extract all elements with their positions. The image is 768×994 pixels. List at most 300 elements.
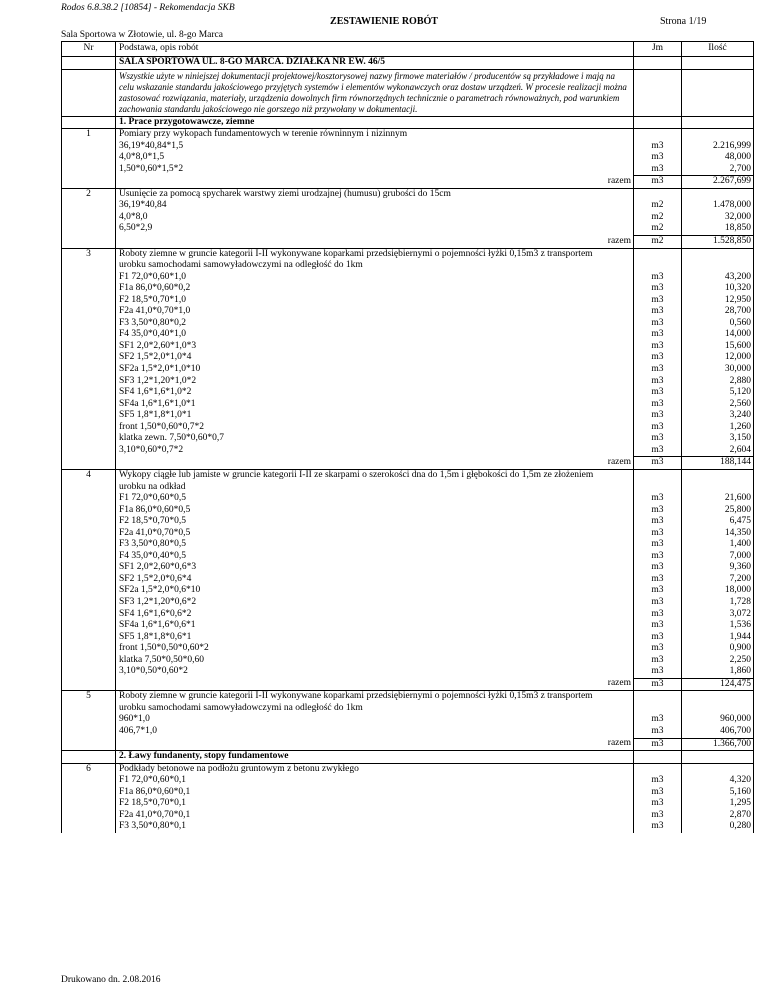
empty-cell <box>682 129 754 141</box>
empty-cell <box>62 810 116 822</box>
item-total-row <box>62 457 754 470</box>
measurement-quantity: 43,200 <box>682 272 754 284</box>
page-number: Strona 1/19 <box>660 16 707 27</box>
empty-cell <box>682 691 754 703</box>
empty-cell <box>62 620 116 632</box>
measurement-unit: m3 <box>634 539 682 551</box>
measurement-formula: SF4a 1,6*1,6*0,6*1 <box>116 620 634 632</box>
measurement-formula: SF3 1,2*1,20*1,0*2 <box>116 376 634 388</box>
measurement-unit: m3 <box>634 597 682 609</box>
measurement-quantity: 12,950 <box>682 295 754 307</box>
measurement-formula: klatka zewn. 7,50*0,60*0,7 <box>116 433 634 445</box>
app-title: Rodos 6.8.38.2 [10854] - Rekomendacja SKB <box>61 3 235 13</box>
section-title-row <box>62 116 754 129</box>
empty-cell <box>62 798 116 810</box>
measurement-formula: front 1,50*0,50*0,60*2 <box>116 643 634 655</box>
measurement-row <box>62 387 754 399</box>
empty-cell <box>634 260 682 272</box>
measurement-formula: SF2 1,5*2,0*1,0*4 <box>116 352 634 364</box>
measurement-row <box>62 295 754 307</box>
measurement-formula: F3 3,50*0,80*0,5 <box>116 539 634 551</box>
measurement-quantity: 15,600 <box>682 341 754 353</box>
measurement-quantity: 0,280 <box>682 821 754 833</box>
measurement-quantity: 14,000 <box>682 329 754 341</box>
measurement-row <box>62 364 754 376</box>
measurement-quantity: 0,560 <box>682 318 754 330</box>
measurement-row <box>62 141 754 153</box>
measurement-unit: m3 <box>634 295 682 307</box>
measurement-quantity: 406,700 <box>682 726 754 738</box>
item-description: urobku samochodami samowyładowczymi na odległość do 1km <box>116 703 634 715</box>
empty-cell <box>62 341 116 353</box>
empty-cell <box>62 821 116 833</box>
measurement-row <box>62 775 754 787</box>
measurement-unit: m3 <box>634 528 682 540</box>
empty-cell <box>634 469 682 481</box>
measurement-quantity: 14,350 <box>682 528 754 540</box>
measurement-row <box>62 493 754 505</box>
total-quantity: 1.366,700 <box>682 738 754 751</box>
measurement-quantity: 3,150 <box>682 433 754 445</box>
measurement-quantity: 25,800 <box>682 505 754 517</box>
measurement-quantity: 2,560 <box>682 399 754 411</box>
measurement-unit: m3 <box>634 726 682 738</box>
item-description: Roboty ziemne w gruncie kategorii I-II wykonywane koparkami przedsiębiernymi o pojemności łyżki 0,15m3 z transportem <box>116 248 634 260</box>
empty-cell <box>62 410 116 422</box>
measurement-unit: m3 <box>634 516 682 528</box>
measurement-row <box>62 200 754 212</box>
measurement-row <box>62 399 754 411</box>
measurement-row <box>62 152 754 164</box>
total-quantity: 1.528,850 <box>682 236 754 249</box>
measurement-unit: m3 <box>634 609 682 621</box>
item-description: Wykopy ciągłe lub jamiste w gruncie kategorii I-II ze skarpami o szerokości dna do 1,5m i głębokości do 1,5m ze złożeniem <box>116 469 634 481</box>
measurement-unit: m3 <box>634 433 682 445</box>
measurement-unit: m3 <box>634 655 682 667</box>
measurement-quantity: 2,880 <box>682 376 754 388</box>
empty-cell <box>62 141 116 153</box>
empty-cell <box>62 283 116 295</box>
total-label: razem <box>116 457 634 470</box>
measurement-row <box>62 283 754 295</box>
column-header-quantity: Ilość <box>682 42 754 57</box>
measurement-row <box>62 433 754 445</box>
empty-cell <box>634 248 682 260</box>
empty-cell <box>62 666 116 678</box>
total-unit: m3 <box>634 738 682 751</box>
measurement-unit: m3 <box>634 410 682 422</box>
measurement-unit: m2 <box>634 200 682 212</box>
measurement-unit: m3 <box>634 272 682 284</box>
measurement-row <box>62 655 754 667</box>
measurement-unit: m3 <box>634 821 682 833</box>
measurement-formula: F2a 41,0*0,70*0,5 <box>116 528 634 540</box>
measurement-unit: m3 <box>634 562 682 574</box>
measurement-quantity: 18,000 <box>682 585 754 597</box>
empty-cell <box>62 457 116 470</box>
empty-cell <box>62 212 116 224</box>
empty-cell <box>62 260 116 272</box>
total-label: razem <box>116 236 634 249</box>
measurement-row <box>62 376 754 388</box>
measurement-quantity: 30,000 <box>682 364 754 376</box>
empty-cell <box>62 272 116 284</box>
empty-cell <box>634 188 682 200</box>
measurement-unit: m3 <box>634 574 682 586</box>
note-text: Wszystkie użyte w niniejszej dokumentacji projektowej/kosztorysowej nazwy firmowe materiałów / producentów są przykładowe i mają na celu wskazanie standardu jakościowego przyjętych systemów i elementów wykonawczych oraz dostaw urządzeń. W procesie realizacji można zastosować rozwiązania, materiały, urządzenia dowolnych firm równorzędnych technicznie o parametrach równoważnych, pod warunkiem zachowania standardu jakościowego nie gorszego niż przywołany w dokumentacji. <box>116 69 634 116</box>
empty-cell <box>634 116 682 129</box>
measurement-unit: m3 <box>634 810 682 822</box>
measurement-row <box>62 352 754 364</box>
measurement-row <box>62 787 754 799</box>
measurement-unit: m3 <box>634 306 682 318</box>
empty-cell <box>62 787 116 799</box>
measurement-unit: m3 <box>634 341 682 353</box>
measurement-quantity: 1,728 <box>682 597 754 609</box>
measurement-formula: SF2a 1,5*2,0*0,6*10 <box>116 585 634 597</box>
measurement-formula: SF1 2,0*2,60*1,0*3 <box>116 341 634 353</box>
empty-cell <box>62 445 116 457</box>
measurement-quantity: 21,600 <box>682 493 754 505</box>
measurement-formula: 3,10*0,60*0,7*2 <box>116 445 634 457</box>
measurement-unit: m3 <box>634 775 682 787</box>
measurement-row <box>62 551 754 563</box>
measurement-formula: F1a 86,0*0,60*0,5 <box>116 505 634 517</box>
empty-cell <box>62 678 116 691</box>
measurement-quantity: 2.216,999 <box>682 141 754 153</box>
item-description-row <box>62 188 754 200</box>
works-table <box>61 41 754 833</box>
measurement-formula: 4,0*8,0*1,5 <box>116 152 634 164</box>
empty-cell <box>62 643 116 655</box>
empty-cell <box>62 352 116 364</box>
measurement-unit: m3 <box>634 643 682 655</box>
empty-cell <box>682 469 754 481</box>
item-description: Pomiary przy wykopach fundamentowych w terenie równinnym i nizinnym <box>116 129 634 141</box>
measurement-unit: m3 <box>634 152 682 164</box>
measurement-unit: m3 <box>634 352 682 364</box>
measurement-formula: F3 3,50*0,80*0,2 <box>116 318 634 330</box>
measurement-row <box>62 714 754 726</box>
measurement-unit: m3 <box>634 787 682 799</box>
measurement-row <box>62 212 754 224</box>
measurement-formula: F2a 41,0*0,70*0,1 <box>116 810 634 822</box>
measurement-unit: m3 <box>634 387 682 399</box>
measurement-unit: m3 <box>634 399 682 411</box>
section-title: 2. Ławy fundanenty, stopy fundamentowe <box>116 751 634 764</box>
measurement-quantity: 0,900 <box>682 643 754 655</box>
measurement-formula: SF5 1,8*1,8*1,0*1 <box>116 410 634 422</box>
item-description: Usunięcie za pomocą spycharek warstwy ziemi urodzajnej (humusu) grubości do 15cm <box>116 188 634 200</box>
section-title-row <box>62 751 754 764</box>
measurement-formula: 4,0*8,0 <box>116 212 634 224</box>
table-header <box>62 42 754 57</box>
measurement-row <box>62 318 754 330</box>
measurement-quantity: 1,260 <box>682 422 754 434</box>
empty-cell <box>634 763 682 775</box>
measurement-row <box>62 574 754 586</box>
measurement-quantity: 7,200 <box>682 574 754 586</box>
empty-cell <box>682 260 754 272</box>
measurement-formula: 406,7*1,0 <box>116 726 634 738</box>
measurement-row <box>62 164 754 176</box>
measurement-formula: SF3 1,2*1,20*0,6*2 <box>116 597 634 609</box>
measurement-row <box>62 539 754 551</box>
measurement-formula: klatka 7,50*0,50*0,60 <box>116 655 634 667</box>
measurement-unit: m3 <box>634 551 682 563</box>
measurement-row <box>62 422 754 434</box>
measurement-row <box>62 410 754 422</box>
total-label: razem <box>116 678 634 691</box>
measurement-quantity: 2,604 <box>682 445 754 457</box>
measurement-row <box>62 223 754 235</box>
measurement-formula: front 1,50*0,60*0,7*2 <box>116 422 634 434</box>
measurement-quantity: 12,000 <box>682 352 754 364</box>
item-number: 1 <box>62 129 116 141</box>
measurement-row <box>62 643 754 655</box>
empty-cell <box>62 387 116 399</box>
measurement-unit: m2 <box>634 223 682 235</box>
item-number: 3 <box>62 248 116 260</box>
measurement-formula: 36,19*40,84 <box>116 200 634 212</box>
empty-cell <box>62 539 116 551</box>
item-description: urobku samochodami samowyładowczymi na odległość do 1km <box>116 260 634 272</box>
measurement-quantity: 18,850 <box>682 223 754 235</box>
item-total-row <box>62 738 754 751</box>
empty-cell <box>62 376 116 388</box>
measurement-row <box>62 505 754 517</box>
document-title: ZESTAWIENIE ROBÓT <box>330 16 438 27</box>
empty-cell <box>62 516 116 528</box>
empty-cell <box>62 295 116 307</box>
measurement-row <box>62 798 754 810</box>
section-main-title-row <box>62 57 754 70</box>
empty-cell <box>62 751 116 764</box>
measurement-unit: m3 <box>634 714 682 726</box>
measurement-unit: m3 <box>634 283 682 295</box>
column-header-nr: Nr <box>62 42 116 57</box>
total-quantity: 188,144 <box>682 457 754 470</box>
measurement-formula: F2 18,5*0,70*1,0 <box>116 295 634 307</box>
total-quantity: 124,475 <box>682 678 754 691</box>
total-unit: m3 <box>634 457 682 470</box>
note-row <box>62 69 754 116</box>
measurement-formula: F4 35,0*0,40*0,5 <box>116 551 634 563</box>
measurement-row <box>62 306 754 318</box>
total-unit: m3 <box>634 176 682 189</box>
measurement-row <box>62 726 754 738</box>
item-total-row <box>62 678 754 691</box>
measurement-quantity: 1,944 <box>682 632 754 644</box>
measurement-unit: m3 <box>634 493 682 505</box>
measurement-quantity: 2,700 <box>682 164 754 176</box>
measurement-unit: m3 <box>634 376 682 388</box>
measurement-formula: 36,19*40,84*1,5 <box>116 141 634 153</box>
measurement-formula: 960*1,0 <box>116 714 634 726</box>
measurement-quantity: 2,870 <box>682 810 754 822</box>
item-number: 2 <box>62 188 116 200</box>
empty-cell <box>62 399 116 411</box>
empty-cell <box>62 562 116 574</box>
empty-cell <box>682 482 754 494</box>
item-description: urobku na odkład <box>116 482 634 494</box>
measurement-quantity: 3,072 <box>682 609 754 621</box>
empty-cell <box>62 528 116 540</box>
empty-cell <box>62 422 116 434</box>
measurement-unit: m3 <box>634 141 682 153</box>
empty-cell <box>634 129 682 141</box>
measurement-row <box>62 272 754 284</box>
empty-cell <box>62 236 116 249</box>
column-header-description: Podstawa, opis robót <box>116 42 634 57</box>
empty-cell <box>682 188 754 200</box>
measurement-unit: m3 <box>634 318 682 330</box>
item-description-row <box>62 703 754 715</box>
empty-cell <box>62 609 116 621</box>
measurement-quantity: 4,320 <box>682 775 754 787</box>
empty-cell <box>62 655 116 667</box>
print-date: Drukowano dn. 2.08.2016 <box>61 975 161 985</box>
measurement-unit: m3 <box>634 798 682 810</box>
empty-cell <box>62 703 116 715</box>
empty-cell <box>62 726 116 738</box>
measurement-row <box>62 632 754 644</box>
measurement-unit: m3 <box>634 164 682 176</box>
empty-cell <box>634 482 682 494</box>
measurement-row <box>62 516 754 528</box>
item-description-row <box>62 248 754 260</box>
measurement-quantity: 1,536 <box>682 620 754 632</box>
measurement-quantity: 2,250 <box>682 655 754 667</box>
empty-cell <box>62 482 116 494</box>
measurement-quantity: 1,295 <box>682 798 754 810</box>
item-number: 6 <box>62 763 116 775</box>
measurement-unit: m3 <box>634 364 682 376</box>
total-label: razem <box>116 176 634 189</box>
empty-cell <box>62 364 116 376</box>
measurement-quantity: 960,000 <box>682 714 754 726</box>
measurement-quantity: 3,240 <box>682 410 754 422</box>
measurement-row <box>62 445 754 457</box>
measurement-formula: SF2a 1,5*2,0*1,0*10 <box>116 364 634 376</box>
empty-cell <box>62 116 116 129</box>
empty-cell <box>62 433 116 445</box>
measurement-quantity: 48,000 <box>682 152 754 164</box>
measurement-quantity: 32,000 <box>682 212 754 224</box>
measurement-formula: F4 35,0*0,40*1,0 <box>116 329 634 341</box>
measurement-unit: m3 <box>634 632 682 644</box>
empty-cell <box>62 200 116 212</box>
empty-cell <box>62 738 116 751</box>
measurement-unit: m3 <box>634 422 682 434</box>
empty-cell <box>62 714 116 726</box>
measurement-quantity: 1,860 <box>682 666 754 678</box>
measurement-formula: 1,50*0,60*1,5*2 <box>116 164 634 176</box>
item-description-row <box>62 469 754 481</box>
measurement-unit: m3 <box>634 505 682 517</box>
measurement-quantity: 5,160 <box>682 787 754 799</box>
measurement-formula: F2 18,5*0,70*0,5 <box>116 516 634 528</box>
empty-cell <box>62 632 116 644</box>
measurement-formula: 3,10*0,50*0,60*2 <box>116 666 634 678</box>
item-description: Podkłady betonowe na podłożu gruntowym z betonu zwykłego <box>116 763 634 775</box>
empty-cell <box>634 751 682 764</box>
measurement-row <box>62 329 754 341</box>
total-unit: m2 <box>634 236 682 249</box>
measurement-row <box>62 810 754 822</box>
empty-cell <box>682 703 754 715</box>
measurement-row <box>62 562 754 574</box>
empty-cell <box>62 164 116 176</box>
empty-cell <box>62 775 116 787</box>
measurement-row <box>62 528 754 540</box>
item-total-row <box>62 236 754 249</box>
measurement-formula: F3 3,50*0,80*0,1 <box>116 821 634 833</box>
measurement-formula: SF1 2,0*2,60*0,6*3 <box>116 562 634 574</box>
empty-cell <box>62 597 116 609</box>
measurement-quantity: 1.478,000 <box>682 200 754 212</box>
empty-cell <box>62 551 116 563</box>
total-quantity: 2.267,699 <box>682 176 754 189</box>
measurement-row <box>62 341 754 353</box>
item-description-row <box>62 482 754 494</box>
measurement-unit: m2 <box>634 212 682 224</box>
empty-cell <box>682 248 754 260</box>
measurement-row <box>62 597 754 609</box>
item-description-row <box>62 691 754 703</box>
item-description: Roboty ziemne w gruncie kategorii I-II wykonywane koparkami przedsiębiernymi o pojemności łyżki 0,15m3 z transportem <box>116 691 634 703</box>
item-description-row <box>62 763 754 775</box>
measurement-formula: F1 72,0*0,60*0,1 <box>116 775 634 787</box>
empty-cell <box>634 691 682 703</box>
section-title: 1. Prace przygotowawcze, ziemne <box>116 116 634 129</box>
item-number: 5 <box>62 691 116 703</box>
measurement-quantity: 5,120 <box>682 387 754 399</box>
measurement-row <box>62 620 754 632</box>
empty-cell <box>62 223 116 235</box>
measurement-row <box>62 666 754 678</box>
measurement-formula: F1a 86,0*0,60*0,2 <box>116 283 634 295</box>
measurement-unit: m3 <box>634 585 682 597</box>
measurement-formula: F1 72,0*0,60*1,0 <box>116 272 634 284</box>
empty-cell <box>62 493 116 505</box>
empty-cell <box>62 585 116 597</box>
measurement-quantity: 28,700 <box>682 306 754 318</box>
empty-cell <box>634 703 682 715</box>
measurement-formula: SF5 1,8*1,8*0,6*1 <box>116 632 634 644</box>
measurement-formula: SF4 1,6*1,6*0,6*2 <box>116 609 634 621</box>
measurement-quantity: 7,000 <box>682 551 754 563</box>
measurement-formula: SF2 1,5*2,0*0,6*4 <box>116 574 634 586</box>
measurement-row <box>62 585 754 597</box>
empty-cell <box>62 152 116 164</box>
measurement-formula: F2 18,5*0,70*0,1 <box>116 798 634 810</box>
measurement-unit: m3 <box>634 620 682 632</box>
object-name: Sala Sportowa w Złotowie, ul. 8-go Marca <box>61 30 223 40</box>
total-label: razem <box>116 738 634 751</box>
measurement-unit: m3 <box>634 329 682 341</box>
measurement-unit: m3 <box>634 445 682 457</box>
measurement-row <box>62 821 754 833</box>
measurement-formula: 6,50*2,9 <box>116 223 634 235</box>
measurement-formula: SF4a 1,6*1,6*1,0*1 <box>116 399 634 411</box>
empty-cell <box>62 306 116 318</box>
empty-cell <box>62 505 116 517</box>
measurement-formula: F1a 86,0*0,60*0,1 <box>116 787 634 799</box>
measurement-quantity: 1,400 <box>682 539 754 551</box>
measurement-row <box>62 609 754 621</box>
empty-cell <box>62 176 116 189</box>
